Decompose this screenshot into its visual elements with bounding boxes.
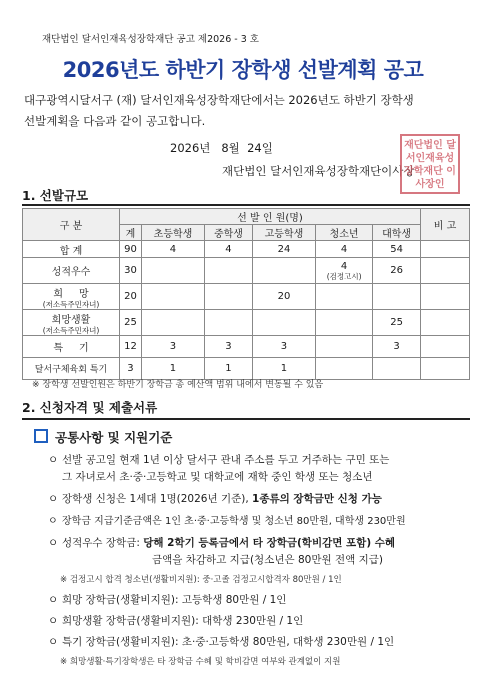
list-item: [48, 535, 470, 552]
table-cell: 25: [120, 310, 142, 336]
section-1-heading: 1. 선발규모: [22, 188, 89, 203]
table-cell: 20: [252, 284, 315, 310]
table-cell: 4: [316, 241, 373, 258]
item-text: 희망 장학금(생활비지원): 고등학생 80만원 / 1인: [62, 594, 287, 606]
table-cell: 20: [120, 284, 142, 310]
quota-footnote: ※ 장학생 선발인원은 하반기 장학금 총 예산액 범위 내에서 변동될 수 있음: [32, 380, 324, 390]
bullet-circle-icon: ㅇ: [48, 594, 59, 606]
item-text: 장학생 신청은 1세대 1명(2026년 기준),: [62, 493, 253, 505]
table-cell-value: 4: [340, 260, 348, 272]
table-cell: 1: [205, 358, 253, 380]
checkbox-square-icon: [34, 429, 48, 443]
table-cell: [373, 284, 421, 310]
support-footnote: ※ 희망생활·특기장학생은 타 장학금 수혜 및 학비감면 여부와 관계없이 지원: [60, 657, 341, 667]
table-cell: 30: [120, 258, 142, 284]
table-cell: [316, 258, 373, 284]
item-text: 희망생활 장학금(생활비지원): 대학생 230만원 / 1인: [62, 615, 304, 627]
table-cell-note: [421, 241, 470, 258]
table-row: [23, 284, 470, 310]
item-continuation: 금액을 차감하고 지급(청소년은 80만원 전액 지급): [152, 554, 383, 566]
table-cell: [141, 284, 204, 310]
subsection-title: 공통사항 및 지원기준: [55, 430, 173, 445]
row-label: 성적우수: [23, 258, 120, 284]
list-item: [48, 513, 470, 530]
table-cell: [141, 258, 204, 284]
row-label-sub: (저소득주민자녀): [42, 299, 100, 309]
table-cell: 54: [373, 241, 421, 258]
table-cell: [316, 336, 373, 358]
subsection-heading: [34, 428, 172, 446]
announcement-date: 2026년 8월 24일: [170, 141, 273, 155]
table-cell: 25: [373, 310, 421, 336]
item-text: 특기 장학금(생활비지원): 초·중·고등학생 80만원, 대학생 230만원 / 1인: [62, 636, 395, 648]
table-subheader: 청소년: [316, 225, 373, 241]
table-cell: 3: [205, 336, 253, 358]
bullet-circle-icon: ㅇ: [48, 493, 59, 505]
bullet-circle-icon: ㅇ: [48, 615, 59, 627]
table-subheader: 고등학생: [252, 225, 315, 241]
row-label: 희 망: [53, 288, 89, 300]
bullet-circle-icon: ㅇ: [48, 454, 59, 466]
section-2-heading: 2. 신청자격 및 제출서류: [22, 400, 158, 415]
table-cell-note: [421, 336, 470, 358]
table-row: [23, 336, 470, 358]
table-cell: 3: [373, 336, 421, 358]
table-cell: 90: [120, 241, 142, 258]
table-cell: 3: [252, 336, 315, 358]
table-cell: [252, 310, 315, 336]
table-cell: [316, 284, 373, 310]
table-cell-subnote: (검정고시): [326, 271, 362, 281]
item-emphasis: 1종류의 장학금만 신청 가능: [252, 493, 382, 505]
item-continuation: 그 자녀로서 초·중·고등학교 및 대학교에 재학 중인 학생 또는 청소년: [62, 471, 373, 483]
exam-footnote: ※ 검정고시 합격 청소년(생활비지원): 중·고졸 검정고시합격자 80만원 / 1인: [60, 575, 342, 585]
table-cell: [252, 258, 315, 284]
table-header-note: 비 고: [421, 209, 470, 241]
intro-line-2: 선발계획을 다음과 같이 공고합니다.: [24, 114, 206, 128]
table-cell: 1: [141, 358, 204, 380]
item-emphasis: 당해 2학기 등록금에서 타 장학금(학비감면 포함) 수혜: [143, 537, 396, 549]
table-cell: 12: [120, 336, 142, 358]
table-cell: [316, 358, 373, 380]
table-cell: [205, 258, 253, 284]
table-cell: 1: [252, 358, 315, 380]
item-text: 선발 공고일 현재 1년 이상 달서구 관내 주소를 두고 거주하는 구민 또는: [62, 454, 390, 466]
row-label: 희망생활: [51, 314, 91, 326]
table-cell: 3: [120, 358, 142, 380]
table-header-group: 선 발 인 원(명): [120, 209, 421, 225]
table-cell: 26: [373, 258, 421, 284]
table-row: [23, 241, 470, 258]
item-text: 장학금 지급기준금액은 1인 초·중·고등학생 및 청소년 80만원, 대학생 230만원: [62, 516, 406, 527]
list-item: [48, 613, 470, 630]
quota-table: [22, 208, 470, 380]
official-seal-stamp: 재단법인 달서인재육성장학재단 이사장인: [400, 134, 460, 194]
list-item: [48, 592, 470, 609]
table-cell: [205, 310, 253, 336]
row-label: 달서구체육회 특기: [23, 358, 120, 380]
table-cell: 4: [141, 241, 204, 258]
table-row: [23, 258, 470, 284]
row-label-cell: [23, 310, 120, 336]
table-cell: [141, 310, 204, 336]
row-label: 합 계: [23, 241, 120, 258]
table-header-category: 구 분: [23, 209, 120, 241]
document-number: 재단법인 달서인재육성장학재단 공고 제2026 - 3 호: [42, 34, 259, 45]
table-subheader: 초등학생: [141, 225, 204, 241]
intro-line-1: 대구광역시달서구 (재) 달서인재육성장학재단에서는 2026년도 하반기 장학생: [24, 93, 414, 107]
list-item: [48, 491, 470, 508]
bullet-circle-icon: ㅇ: [48, 537, 59, 549]
table-cell-note: [421, 284, 470, 310]
table-cell: 24: [252, 241, 315, 258]
row-label: 특 기: [23, 336, 120, 358]
item-text: 성적우수 장학금:: [62, 537, 144, 549]
table-cell: [373, 358, 421, 380]
section-2-divider: [22, 418, 470, 420]
table-cell: 3: [141, 336, 204, 358]
table-subheader: 중학생: [205, 225, 253, 241]
bullet-circle-icon: ㅇ: [48, 636, 59, 648]
table-cell: [205, 284, 253, 310]
bullet-circle-icon: ㅇ: [48, 516, 58, 527]
table-cell-note: [421, 358, 470, 380]
table-subheader: 계: [120, 225, 142, 241]
table-cell: 4: [205, 241, 253, 258]
table-cell-note: [421, 258, 470, 284]
row-label-sub: (저소득주민자녀): [42, 325, 100, 335]
list-item: [48, 634, 470, 651]
table-cell: [316, 310, 373, 336]
issuer-name: 재단법인 달서인재육성장학재단이사장: [222, 164, 415, 178]
table-cell-note: [421, 310, 470, 336]
page-title: 2026년도 하반기 장학생 선발계획 공고: [62, 58, 424, 82]
row-label-cell: [23, 284, 120, 310]
section-1-divider: [22, 204, 470, 206]
table-row: [23, 310, 470, 336]
list-item: [48, 452, 470, 469]
table-subheader: 대학생: [373, 225, 421, 241]
